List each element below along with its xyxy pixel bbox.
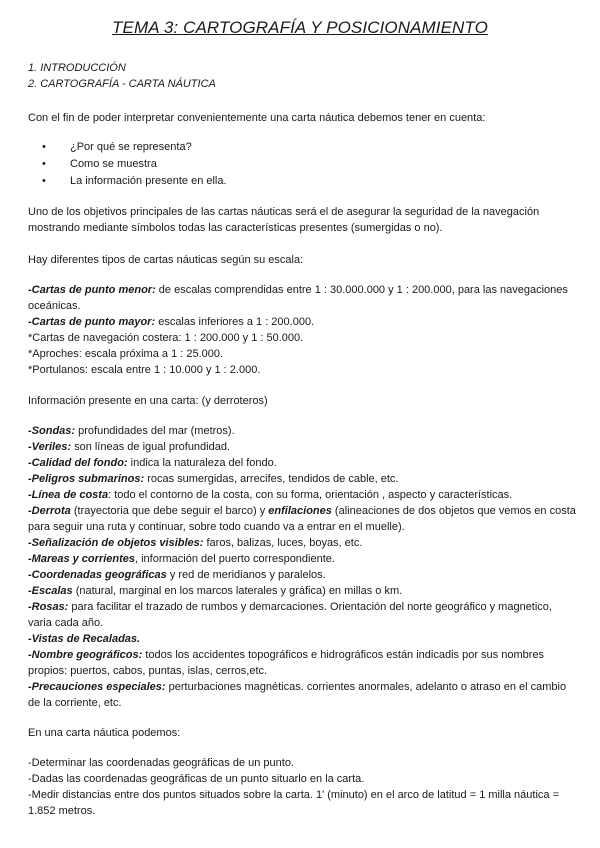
term: -Precauciones especiales: [28, 681, 166, 693]
info-intro: Información presente en una carta: (y derroteros) [28, 395, 268, 407]
list-item [28, 567, 576, 583]
objective-paragraph: Uno de los objetivos principales de las cartas náuticas será el de asegurar la seguridad de la navegación mostrando mediante símbolos todas las características presentes (sumergidas o no). [28, 206, 540, 234]
term: -Cartas de punto menor: [28, 284, 156, 296]
term: enfilaciones [268, 505, 332, 517]
list-item [28, 439, 576, 455]
term: -Rosas: [28, 601, 69, 613]
chart-types-list [28, 282, 576, 378]
section-heading: 2. CARTOGRAFÍA - CARTA NÁUTICA [28, 78, 216, 90]
list-item [28, 423, 576, 439]
list-item: *Aproches: escala próxima a 1 : 25.000. [28, 348, 224, 360]
term-text: de escalas comprendidas entre 1 : 30.000.000 y 1 : 200.000, para las navegaciones oceánicas. [28, 284, 568, 312]
term-text: , información del puerto correspondiente. [135, 553, 335, 565]
uses-list [28, 755, 576, 819]
list-item [28, 679, 576, 711]
term-text: todos los accidentes topográficos e hidrográficos están indicadis por sus nombres propios: puertos, cabos, puntas, islas, cerros,etc. [28, 649, 545, 677]
list-item: -Dadas las coordenadas geográficas de un punto situarlo en la carta. [28, 773, 365, 785]
term-text: son líneas de igual profundidad. [71, 441, 231, 453]
list-item: • La información presente en ella. [42, 173, 227, 190]
list-item: -Medir distancias entre dos puntos situados sobre la carta. 1' (minuto) en el arco de latitud = 1 milla náutica = 1.852 metros. [28, 789, 559, 817]
list-item [28, 282, 576, 314]
term: -Peligros submarinos: [28, 473, 145, 485]
term-text: profundidades del mar (metros). [75, 425, 235, 437]
list-item [28, 631, 576, 647]
list-item [28, 314, 576, 330]
term-text: y red de meridianos y paralelos. [166, 569, 326, 581]
list-item [28, 487, 576, 503]
list-item [28, 503, 576, 535]
list-item [28, 535, 576, 551]
term: -Línea de costa [28, 489, 109, 501]
term: -Cartas de punto mayor: [28, 316, 156, 328]
term: -Coordenadas geográficas [28, 569, 167, 581]
list-item [28, 583, 576, 599]
list-item [28, 647, 576, 679]
uses-intro: En una carta náutica podemos: [28, 727, 181, 739]
term: -Nombre geográficos: [28, 649, 143, 661]
term: -Señalización de objetos visibles: [28, 537, 204, 549]
term-text: (alineaciones de dos objetos que vemos en costa para seguir una ruta y continuar, sobre todo cuando va a entrar en el muelle). [28, 505, 576, 533]
term-text: rocas sumergidas, arrecifes, tendidos de cable, etc. [144, 473, 399, 485]
term: -Veriles: [28, 441, 72, 453]
list-item: *Portulanos: escala entre 1 : 10.000 y 1 : 2.000. [28, 364, 261, 376]
list-item [28, 471, 576, 487]
term: -Sondas: [28, 425, 76, 437]
term-text: faros, balizas, luces, boyas, etc. [203, 537, 363, 549]
term: -Calidad del fondo: [28, 457, 128, 469]
list-item: • Como se muestra [42, 156, 227, 173]
term-text: (trayectoria que debe seguir el barco) y [70, 505, 269, 517]
term: -Vistas de Recaladas. [28, 633, 141, 645]
term: -Derrota [28, 505, 71, 517]
list-item: *Cartas de navegación costera: 1 : 200.000 y 1 : 50.000. [28, 332, 304, 344]
list-item [28, 455, 576, 471]
term-text: perturbaciones magnéticas. corrientes anormales, adelanto o atraso en el cambio de la corriente, etc. [28, 681, 567, 709]
types-intro: Hay diferentes tipos de cartas náuticas según su escala: [28, 254, 304, 266]
section-heading: 1. INTRODUCCIÓN [28, 62, 126, 74]
section-headings [28, 60, 576, 92]
chart-info-list [28, 423, 576, 711]
term-text: escalas inferiores a 1 : 200.000. [155, 316, 315, 328]
list-item [28, 551, 576, 567]
term-text: indica la naturaleza del fondo. [127, 457, 277, 469]
list-item [28, 599, 576, 631]
list-item: -Determinar las coordenadas geográficas de un punto. [28, 757, 294, 769]
page-title: TEMA 3: CARTOGRAFÍA Y POSICIONAMIENTO [112, 18, 488, 37]
term: -Escalas [28, 585, 73, 597]
term-text: para facilitar el trazado de rumbos y demarcaciones. Orientación del norte geográfico y magnetico, varia cada año. [28, 601, 552, 629]
term: -Mareas y corrientes [28, 553, 135, 565]
term-text: (natural, marginal en los marcos laterales y gráfica) en millas o km. [72, 585, 403, 597]
intro-paragraph: Con el fin de poder interpretar convenientemente una carta náutica debemos tener en cuenta: [28, 112, 486, 124]
bullet-list [42, 139, 227, 190]
term-text: : todo el contorno de la costa, con su forma, orientación , aspecto y características. [108, 489, 513, 501]
list-item: • ¿Por qué se representa? [42, 139, 227, 156]
